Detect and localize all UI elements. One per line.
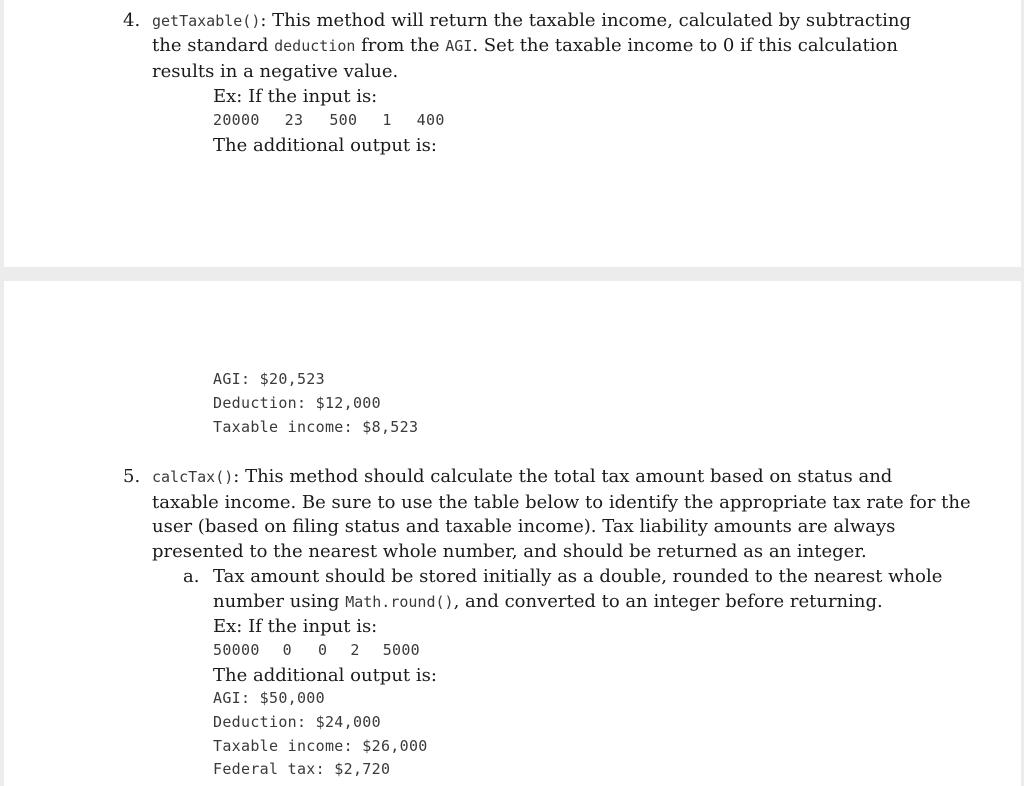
section-4-number: 4.: [123, 10, 141, 31]
document-page-1: [4, 0, 1021, 267]
input-value: 0: [318, 641, 328, 659]
section-5a-line-2-end: , and converted to an integer before returning.: [453, 591, 883, 612]
input-value: 5000: [382, 641, 421, 659]
section-4-line-1: [152, 8, 911, 34]
section-4-line-2-start: the standard: [152, 35, 275, 56]
section-5a-line-1: Tax amount should be stored initially as a double, rounded to the nearest whole: [213, 566, 943, 587]
input-value: 1: [382, 111, 392, 129]
section-5-number: 5.: [123, 466, 141, 487]
section-5-output-line: Deduction: $24,000: [213, 713, 381, 731]
section-4-line-3: results in a negative value.: [152, 61, 399, 82]
section-5-line-3: user (based on filing status and taxable income). Tax liability amounts are always: [152, 516, 896, 537]
section-4-input-line: [213, 111, 445, 129]
section-4-line-2: [152, 33, 898, 59]
code-math-round: Math.round(): [345, 593, 454, 611]
section-4-output-line: Taxable income: $8,523: [213, 418, 419, 436]
section-5-output-line: Federal tax: $2,720: [213, 760, 391, 778]
input-value: 23: [284, 111, 304, 129]
section-4-line-1-text: : This method will return the taxable income, calculated by subtracting: [260, 10, 912, 31]
input-value: 20000: [213, 111, 260, 129]
section-5-output-line: Taxable income: $26,000: [213, 737, 428, 755]
input-value: 500: [329, 111, 358, 129]
section-5-example-label: Ex: If the input is:: [213, 616, 378, 637]
section-5a-line-2-start: number using: [213, 591, 346, 612]
section-5-line-1-text: : This method should calculate the total tax amount based on status and: [233, 466, 893, 487]
method-name-gettaxable: getTaxable(): [152, 12, 261, 30]
section-5a-line-2: [213, 589, 883, 615]
section-4-example-label: Ex: If the input is:: [213, 86, 378, 107]
section-5-output-label: The additional output is:: [213, 665, 437, 686]
section-4-output-line: AGI: $20,523: [213, 370, 325, 388]
section-5-line-2: taxable income. Be sure to use the table below to identify the appropriate tax rate for the: [152, 492, 971, 513]
input-value: 0: [282, 641, 292, 659]
section-4-output-line: Deduction: $12,000: [213, 394, 381, 412]
section-5-line-1: [152, 464, 892, 490]
section-5-output-line: AGI: $50,000: [213, 689, 325, 707]
section-5-input-line: [213, 641, 420, 659]
method-name-calctax: calcTax(): [152, 468, 234, 486]
section-4-line-2-end: . Set the taxable income to 0 if this calculation: [472, 35, 898, 56]
section-4-line-2-mid: from the: [355, 35, 446, 56]
input-value: 50000: [213, 641, 260, 659]
input-value: 2: [350, 641, 360, 659]
code-deduction: deduction: [274, 37, 356, 55]
section-5-line-4: presented to the nearest whole number, and should be returned as an integer.: [152, 541, 867, 562]
code-agi: AGI: [445, 37, 473, 55]
input-value: 400: [416, 111, 445, 129]
section-4-output-label: The additional output is:: [213, 135, 437, 156]
document-page-2: [4, 281, 1021, 786]
section-5a-marker: a.: [183, 566, 200, 587]
